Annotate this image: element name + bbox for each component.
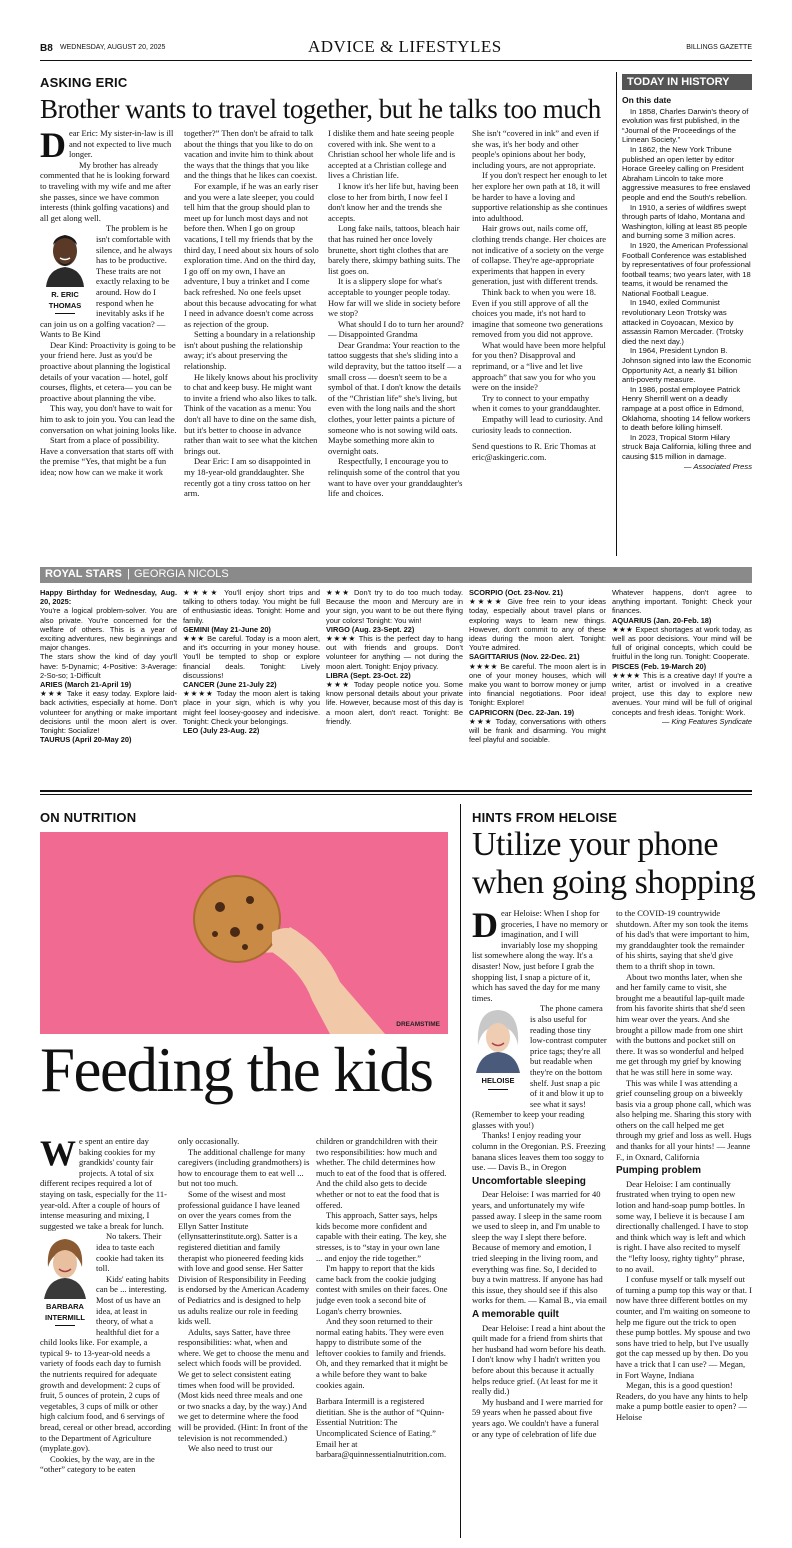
subhead-uncomfortable-sleeping: Uncomfortable sleeping	[472, 1175, 586, 1187]
stars-kicker: ROYAL STARS	[45, 568, 122, 580]
author-label-heloise: HELOISE	[481, 1075, 515, 1085]
photo-credit: DREAMSTIME	[396, 1021, 440, 1028]
heloise-col2: to the COVID-19 countrywide shutdown. After my son took the items of his dad's that were important to him, my granddaughter took the remainder of his shirts, saying that she'd give them to a thrift shop in town. About two months later, when she and her family came to visit, she brought me a beautiful lap-quilt made from his favorite shirts that she'd seen him wear over the years. And she brought a pillow made from one shirt with the buttons and pocket still on there. It was so wonderful and helped me get through my grief by knowing that he was still here in some way. This was while I was attending a grief counseling group on a biweekly basis via a group phone call, which was also helping me. Sharing this story with others on the call helped me get through my grief and loss as well. Hugs and thanks for all your hints! — Jeanne F., in Oxnard, California Pumping problem Dear Heloise: I am continually frustrated when trying to open new lotion and hand-soap pump bottles. In some way, I believe it is because I am directionally challenged. I have to stop and think which way is left and which is right. I have also recited to myself the “lefty loosy, righty tighty” phrase, to no avail. I confuse myself or talk myself out of turning a pump top this way or that. I now have three different bottles on my counter, and I'm waiting on someone to help me figure out the trick to open these pump bottles. My spouse and two sons have tried to help, but I've usually got the cap messed up by then. Do you have a trick that I can use? — Megan, in Fort Wayne, Indiana Megan, this is a good question! Readers, do you have any hints to help make a pump bottle easier to open? — Heloise	[616, 908, 752, 1422]
asking-eric-col3: I dislike them and hate seeing people covered with ink. She went to a Christian school her whole life and is accepted at a Christian college and lives a Christian life. I know it's her life but, having been close to her from birth, I now feel I don't know her and the trends she accepts. Long fake nails, tattoos, bleach hair that has ruined her once lovely brunette, short tight clothes that are barely there, skimpy bathing suits. The list goes on. It is a slippery slope for what's acceptable to younger people today. How far will we slide in society before we stop? What should I do to turn her around? — Disappointed Grandma Dear Grandma: Your reaction to the tattoo suggests that she's sliding into a wild depravity, but the tattoo itself — a small cross — doesn't seem to be a symbol of that. I don't know the details of the “Christian life” she's living, but even with the long nails and the short clothes, your letter paints a picture of someone who is not sowing wild oats. Maybe something more akin to overnight oats. Respectfully, I encourage you to relinquish some of the control that you want to have over your granddaughter's life and choices.	[328, 128, 464, 499]
heloise-col1: D ear Heloise: When I shop for groceries, I have no memory or imagination, and I will invariably lose my shopping list somewhere along the way. It's a disaster! Now, just before I grab the shopping list, I snap a picture of it, which has saved the day for me many times. HELOISE The phone camera is also useful for reading those tiny low-contrast computer price tags; they're all but readable when they're on the bottom shelf. Just snap a pic of it and blow it up to see what it says! (Remember to keep your reading glasses with you!) Thanks! I enjoy reading your column in the Oregonian. P.S. Freezing banana slices leaves them too soggy to use. — Davis B., in Oregon Uncomfortable sleeping Dear Heloise: I was married for 40 years, and unfortunately my wife passed away. I sleep in the same room we used to sleep in, and I'm unable to sleep the way I slept there before. Because of memory and emotion, I tried sleeping in the living room, and everything was fine. So, I decided to buy a twin mattress. If anyone has had this issue, they should see if this also works for them. — Kamal B., via email A memorable quilt Dear Heloise: I read a hint about the quilt made for a friend from shirts that her husband had worn before his death. I don't know why I hadn't written you before about this because it actually helps reduce grief. (At least for me it really did.) My husband and I were married for 59 years when he passed about five years ago. We couldn't have a funeral or any type of celebration of life due	[472, 908, 608, 1439]
stars-credit: — King Features Syndicate	[662, 716, 752, 726]
history-subhead: On this date	[622, 96, 672, 105]
masthead-date: WEDNESDAY, AUGUST 20, 2025	[60, 44, 166, 51]
author-photo-heloise	[472, 1005, 524, 1099]
heloise-headline-2: when going shopping	[472, 864, 756, 901]
nutrition-col2: only occasionally. The additional challenge for many caregivers (including grandmothers) is how to encourage them to eat well ... but not too much. Some of the wisest and most professional guidance I have leaned on over the years comes from the Ellyn Satter Institute (ellynsatterinstitute.org). Satter is a registered dietitian and family therapist who pioneered feeding kids with love and good sense. Her Satter Division of Responsibility in Feeding is endorsed by the American Academy of Pediatrics and is designed to help us adults realize our role in feeding kids well. Adults, says Satter, have three responsibilities: what, when and where. We get to choose the menu and select which foods will be provided. We get to select consistent eating times when food will be provided. (Most kids need three meals and one or two snacks a day, by the way.) And we get to determine where the food will be provided. (Hint: In front of the television is not recommended.) We also need to trust our	[178, 1136, 310, 1454]
stars-col3: ★★★ Don't try to do too much today. Because the moon and Mercury are in your sign, you want to be out there flying your colors! Tonight: You win! VIRGO (Aug. 23-Sept. 22) ★★★★ This is the perfect day to hang out with friends and groups. Don't volunteer for anything — not during the moon alert. Tonight: Enjoy privacy. LIBRA (Sept. 23-Oct. 22) ★★★ Today people notice you. Some know personal details about your private life. However, because most of this day is a moon alert, don't react. Tonight: Be friendly.	[326, 588, 463, 726]
section-rule-thin	[40, 794, 752, 795]
author-label-barbara: BARBARA INTERMILL	[45, 1301, 85, 1322]
asking-eric-headline: Brother wants to travel together, but he talks too much	[40, 94, 601, 124]
nutrition-col1: W e spent an entire day baking cookies for my grandkids' county fair projects. A total of six different recipes required a lot of staying on task, especially for the 11-year-old. After a couple of hours of intense measuring and mixing, I suggested we take a break for lunch. BARBARA INTERMILL No takers. Their idea to taste each cookie had taken its toll. Kids' eating habits can be ... interesting. Most of us have an idea, at least in theory, of what a healthful diet for a child looks like. For example, a typical 9- to 13-year-old needs a variety of foods each day to furnish the nutrients required for adequate growth and development: 2 cups of fruit, 5 ounces of protein, 2 cups of vegetables, 3 cups of milk or other high calcium food, and 6 servings of bread, cereal or other bread, according to the Department of Agriculture (myplate.gov). Cookies, by the way, are in the “other” category to be eaten	[40, 1136, 171, 1475]
paper-name: BILLINGS GAZETTE	[686, 44, 752, 51]
subhead-memorable-quilt: A memorable quilt	[472, 1308, 559, 1320]
heloise-left-rule	[460, 804, 461, 1538]
stars-col4: SCORPIO (Oct. 23-Nov. 21) ★★★★ Give free rein to your ideas today, especially about travel plans or exploring ways to learn new things. However, don't commit to any of these ideas during the moon alert. Tonight: You're admired. SAGITTARIUS (Nov. 22-Dec. 21) ★★★★ Be careful. The moon alert is in one of your money houses, which will make you want to borrow money or jump into financial negotiations. Poor idea! Tonight: Explore! CAPRICORN (Dec. 22-Jan. 19) ★★★ Today, conversations with others will be frank and disarming. You might feel playful and sociable.	[469, 588, 606, 745]
barbara-portrait	[40, 1233, 90, 1299]
cookie-hand-illustration	[40, 832, 448, 1034]
asking-eric-kicker: ASKING ERIC	[40, 75, 128, 90]
history-credit: — Associated Press	[683, 461, 752, 471]
eric-portrait	[40, 225, 90, 287]
stars-col5: Whatever happens, don't agree to anything important. Tonight: Check your finances. AQUARIUS (Jan. 20-Feb. 18) ★★★ Expect shortages at work today, as well as poor decisions. Your mind will be full of original concepts, which could be fruitful in the long run. Tonight: Cooperate. PISCES (Feb. 19-March 20) ★★★★ This is a creative day! If you're a writer, artist or involved in a creative project, use this day to explore new avenues. Your mind will be full of original concepts and fresh ideas. Tonight: Work. — King Features Syndicate	[612, 588, 752, 726]
nutrition-headline: Feeding the kids	[40, 1035, 433, 1105]
asking-eric-col1: D ear Eric: My sister-in-law is ill and not expected to live much longer. My brother has already commented that he is looking forward to traveling with my wife and me after she passes, since we have common interests (think golfing vacations) and all get along well. R. ERIC THOMAS The problem is he isn't comfortable with silence, and he always has to be productive. These traits are not exactly relaxing to be around. How do I respond when he inevitably asks if he can join us on a golfing vacation? — Wants to Be Kind Dear Kind: Proactivity is going to be your friend here. Just as you'd be proactive about planning the logistical details of your vacation — hotel, golf courses, flights, et cetera— you can be proactive about planning the vibe. This way, you don't have to wait for him to ask to join you. You can lead the conversation on what joining looks like. Start from a place of possibility. Have a conversation that starts off with the premise “Yes, that might be a fun idea; now how can we make it work	[40, 128, 177, 477]
stars-bar	[40, 567, 752, 583]
cookie-photo	[40, 832, 448, 1034]
stars-col1: Happy Birthday for Wednesday, Aug. 20, 2025: You're a logical problem-solver. You are also private. You're concerned for the welfare of others. This is a year of exciting adventures, new beginnings and major changes. The stars show the kind of day you'll have: 5-Dynamic; 4-Positive: 3-Average: 2-So-so; 1-Difficult ARIES (March 21-April 19) ★★★ Take it easy today. Explore laid-back activities, especially at home. Don't volunteer for anything or make important decisions until the moon alert is over. Tonight: Socialize! TAURUS (April 20-May 20)	[40, 588, 177, 745]
subhead-pumping-problem: Pumping problem	[616, 1165, 701, 1177]
stars-col2: ★★★★ You'll enjoy short trips and talking to others today. You might be full of enthusiastic ideas. Tonight: Home and family. GEMINI (May 21-June 20) ★★★ Be careful. Today is a moon alert, and it's occurring in your money house. You'll be tempted to shop or explore financial deals. Tonight: Lively discussions! CANCER (June 21-July 22) ★★★★ Today the moon alert is taking place in your sign, which is why you might feel loosey-goosey and indecisive. Tonight: Check your belongings. LEO (July 23-Aug. 22)	[183, 588, 320, 736]
section-rule-thick	[40, 790, 752, 792]
history-body: On this date In 1858, Charles Darwin's theory of evolution was first published, in the “Journal of the Proceedings of the Linnean Society.” In 1862, the New York Tribune published an open letter by editor Horace Greeley calling on President Abraham Lincoln to take more aggressive measures to free enslaved people and end the South's rebellion. In 1910, a series of wildfires swept through parts of Idaho, Montana and Washington, killing at least 85 people and burning some 3 million acres. In 1920, the American Professional Football Conference was established by representatives of four professional football teams; two years later, with 18 teams, it would be renamed the National Football League. In 1940, exiled Communist revolutionary Leon Trotsky was attacked in Coyoacan, Mexico by assassin Ramon Mercader. (Trotsky died the next day.) In 1964, President Lyndon B. Johnson signed into law the Economic Opportunity Act, a nearly $1 billion anti-poverty measure. In 1986, postal employee Patrick Henry Sherrill went on a deadly rampage at a post office in Edmond, Oklahoma, shooting 14 fellow workers to death before killing himself. In 2023, Tropical Storm Hilary struck Baja California, killing three and causing $15 million in damage. — Associated Press	[622, 96, 752, 471]
section-title: ADVICE & LIFESTYLES	[308, 37, 502, 56]
heloise-headline-1: Utilize your phone	[472, 826, 718, 863]
nutrition-kicker: ON NUTRITION	[40, 810, 137, 825]
masthead-rule	[40, 60, 752, 61]
author-label-eric: R. ERIC THOMAS	[48, 289, 82, 310]
author-photo-barbara	[40, 1233, 90, 1325]
asking-eric-col4: She isn't “covered in ink” and even if she was, it's her body and other people's opinions about her body, including yours, are not appropriate. If you don't respect her enough to let her explore her own path at 18, it will be harder to have a loving and supportive relationship as she continues into adulthood. Hair grows out, nails come off, clothing trends change. Her choices are not indicative of a society on the verge of collapse. They're age-appropriate experiments that happen in every generation, just with different trends. Think back to when you were 18. Even if you still approve of all the choices you made, it's not hard to imagine that someone two generations removed from you did not approve. What would have been more helpful for you then? Disapproval and reprimand, or a “live and let live approach” that saw you for who you were on the inside? Try to connect to your empathy when it comes to your granddaughter. Empathy will lead to curiosity. And curiosity leads to connection. Send questions to R. Eric Thomas at eric@askingeric.com.	[472, 128, 608, 462]
heloise-kicker: HINTS FROM HELOISE	[472, 810, 618, 825]
stars-divider: |	[127, 568, 130, 580]
nutrition-col3: children or grandchildren with their two responsibilities: how much and whether. The child determines how much to eat of the food that is offered. And the child also gets to decide whether or not to eat the food that is offered. This approach, Satter says, helps kids become more confident and capable with their eating. The key, she stresses, is to “stay in your own lane ... and enjoy the ride together.” I'm happy to report that the kids came back from the cookie judging contest with smiles on their faces. One judge even took a second bite of Logan's cherry brownies. And they soon returned to their normal eating habits. They were even happy to distribute some of the leftover cookies to family and friends. Oh, and they remarked that it might be a while before they want to bake cookies again. Barbara Intermill is a registered dietitian. She is the author of “Quinn-Essential Nutrition: The Uncomplicated Science of Eating.” Email her at barbara@quinnessentialnutrition.com.	[316, 1136, 448, 1460]
history-kicker: TODAY IN HISTORY	[627, 76, 730, 88]
heloise-portrait	[472, 1005, 524, 1073]
stars-author: GEORGIA NICOLS	[134, 568, 229, 580]
history-kicker-bar	[622, 74, 752, 90]
asking-eric-col2: together?” Then don't be afraid to talk about the things that you like to do on vacation and invite him to think about the ways that the things that you like and the things that he likes can coexist. For example, if he was an early riser and you were a late sleeper, you could tell him that the group should plan to meet up for lunch most days and not before then. When I go on group vacations, I tell my friends that by the third day, I need about six hours of solo exploration time. And on the third day, I go off on my own, I have an adventure, I buy a trinket and I come back refreshed. No one feels upset about this because advocating for what I need in advance doesn't come across as rejection of the group. Setting a boundary in a relationship isn't about pushing the relationship away; it's about preserving the relationship. He likely knows about his proclivity to chat and keep busy. He might want to invite a friend who also likes to talk. Think of the vacation as a menu: You don't all have to dine on the same dish, but it's better to choose in advance rather than wait to see what the kitchen brings out. Dear Eric: I am so disappointed in my 18-year-old granddaughter. She recently got a tiny cross tattoo on her arm.	[184, 128, 319, 499]
masthead	[40, 37, 752, 60]
history-left-rule	[616, 72, 617, 556]
author-photo-eric	[40, 225, 90, 311]
page-number: B8	[40, 43, 53, 54]
